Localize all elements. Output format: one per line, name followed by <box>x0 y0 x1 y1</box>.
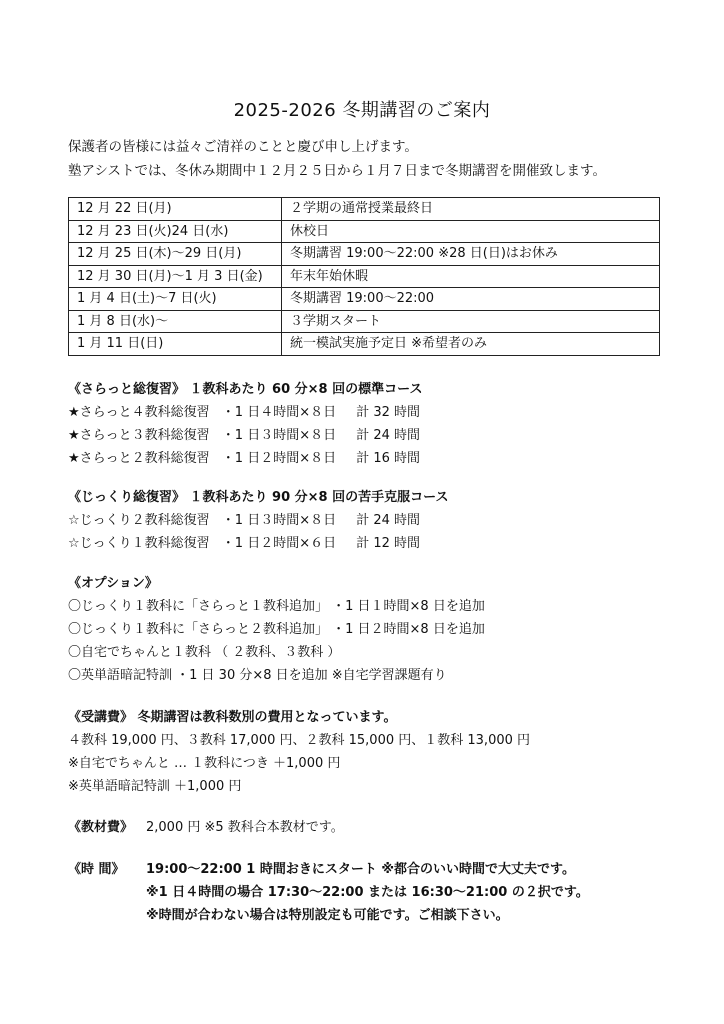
sarat-heading: 《さらっと総復習》 １教科あたり 60 分×8 回の標準コース <box>68 382 423 397</box>
course-detail: ・1 日３時間×８日 <box>221 513 337 528</box>
fees-heading: 《受講費》 冬期講習は教科数別の費用となっています。 <box>68 710 397 725</box>
schedule-date: 1 月 11 日(日) <box>69 333 282 356</box>
schedule-event: 冬期講習 19:00～22:00 ※28 日(日)はお休み <box>282 243 660 266</box>
table-row <box>69 198 660 221</box>
course-name: ★さらっと２教科総復習 <box>68 451 210 466</box>
option-item: 〇じっくり１教科に「さらっと１教科追加」 ・1 日１時間×8 日を追加 <box>68 599 485 614</box>
jikkuri-item <box>68 535 420 553</box>
sarat-item <box>68 427 420 445</box>
schedule-date: 12 月 23 日(火)24 日(水) <box>69 220 282 243</box>
course-detail: ・1 日２時間×６日 <box>221 536 337 551</box>
time-label: 《時 間》 <box>68 862 125 877</box>
schedule-date: 1 月 8 日(水)～ <box>69 310 282 333</box>
materials-text: 2,000 円 ※5 教科合本教材です。 <box>146 820 344 835</box>
course-total: 計 32 時間 <box>356 405 421 420</box>
course-detail: ・1 日３時間×８日 <box>221 428 337 443</box>
jikkuri-item <box>68 512 420 530</box>
course-name: ☆じっくり２教科総復習 <box>68 513 210 528</box>
option-item: 〇英単語暗記特訓 ・1 日 30 分×8 日を追加 ※自宅学習課題有り <box>68 668 447 683</box>
options-heading: 《オプション》 <box>68 576 158 591</box>
schedule-event: 年末年始休暇 <box>282 265 660 288</box>
course-total: 計 24 時間 <box>356 428 421 443</box>
table-row <box>69 243 660 266</box>
schedule-date: 12 月 30 日(月)～1 月 3 日(金) <box>69 265 282 288</box>
course-name: ☆じっくり１教科総復習 <box>68 536 210 551</box>
schedule-event: ２学期の通常授業最終日 <box>282 198 660 221</box>
course-name: ★さらっと３教科総復習 <box>68 428 210 443</box>
intro-line-1: 保護者の皆様には益々ご清祥のことと慶び申し上げます。 <box>68 139 418 155</box>
table-row <box>69 265 660 288</box>
schedule-event: ３学期スタート <box>282 310 660 333</box>
table-row <box>69 310 660 333</box>
option-item: 〇自宅でちゃんと１教科 （ ２教科、３教科 ） <box>68 645 341 660</box>
page-title: 2025-2026 冬期講習のご案内 <box>233 100 491 121</box>
materials-label: 《教材費》 <box>68 820 134 835</box>
course-detail: ・1 日２時間×８日 <box>221 451 337 466</box>
course-total: 計 24 時間 <box>356 513 421 528</box>
sarat-item <box>68 404 420 422</box>
table-row <box>69 288 660 311</box>
table-row <box>69 220 660 243</box>
schedule-date: 12 月 22 日(月) <box>69 198 282 221</box>
fees-line: ※英単語暗記特訓 ＋1,000 円 <box>68 779 242 794</box>
course-total: 計 16 時間 <box>356 451 421 466</box>
time-line: 19:00～22:00 1 時間おきにスタート ※都合のいい時間で大丈夫です。 <box>146 862 575 877</box>
table-row <box>69 333 660 356</box>
time-line: ※1 日４時間の場合 17:30～22:00 または 16:30～21:00 の２択です。 <box>146 885 589 900</box>
course-detail: ・1 日４時間×８日 <box>221 405 337 420</box>
course-total: 計 12 時間 <box>356 536 421 551</box>
schedule-table <box>68 197 660 356</box>
intro-line-2: 塾アシストでは、冬休み期間中１２月２５日から１月７日まで冬期講習を開催致します。 <box>68 163 606 179</box>
jikkuri-heading: 《じっくり総復習》 １教科あたり 90 分×8 回の苦手克服コース <box>68 490 449 505</box>
schedule-event: 冬期講習 19:00～22:00 <box>282 288 660 311</box>
course-name: ★さらっと４教科総復習 <box>68 405 210 420</box>
option-item: 〇じっくり１教科に「さらっと２教科追加」 ・1 日２時間×8 日を追加 <box>68 622 485 637</box>
schedule-date: 1 月 4 日(土)～7 日(火) <box>69 288 282 311</box>
schedule-event: 統一模試実施予定日 ※希望者のみ <box>282 333 660 356</box>
schedule-date: 12 月 25 日(木)～29 日(月) <box>69 243 282 266</box>
time-line: ※時間が合わない場合は特別設定も可能です。ご相談下さい。 <box>146 908 509 923</box>
fees-line: ※自宅でちゃんと … １教科につき ＋1,000 円 <box>68 756 341 771</box>
schedule-event: 休校日 <box>282 220 660 243</box>
sarat-item <box>68 450 420 468</box>
fees-line: ４教科 19,000 円、３教科 17,000 円、２教科 15,000 円、１教科 13,000 円 <box>68 733 531 748</box>
